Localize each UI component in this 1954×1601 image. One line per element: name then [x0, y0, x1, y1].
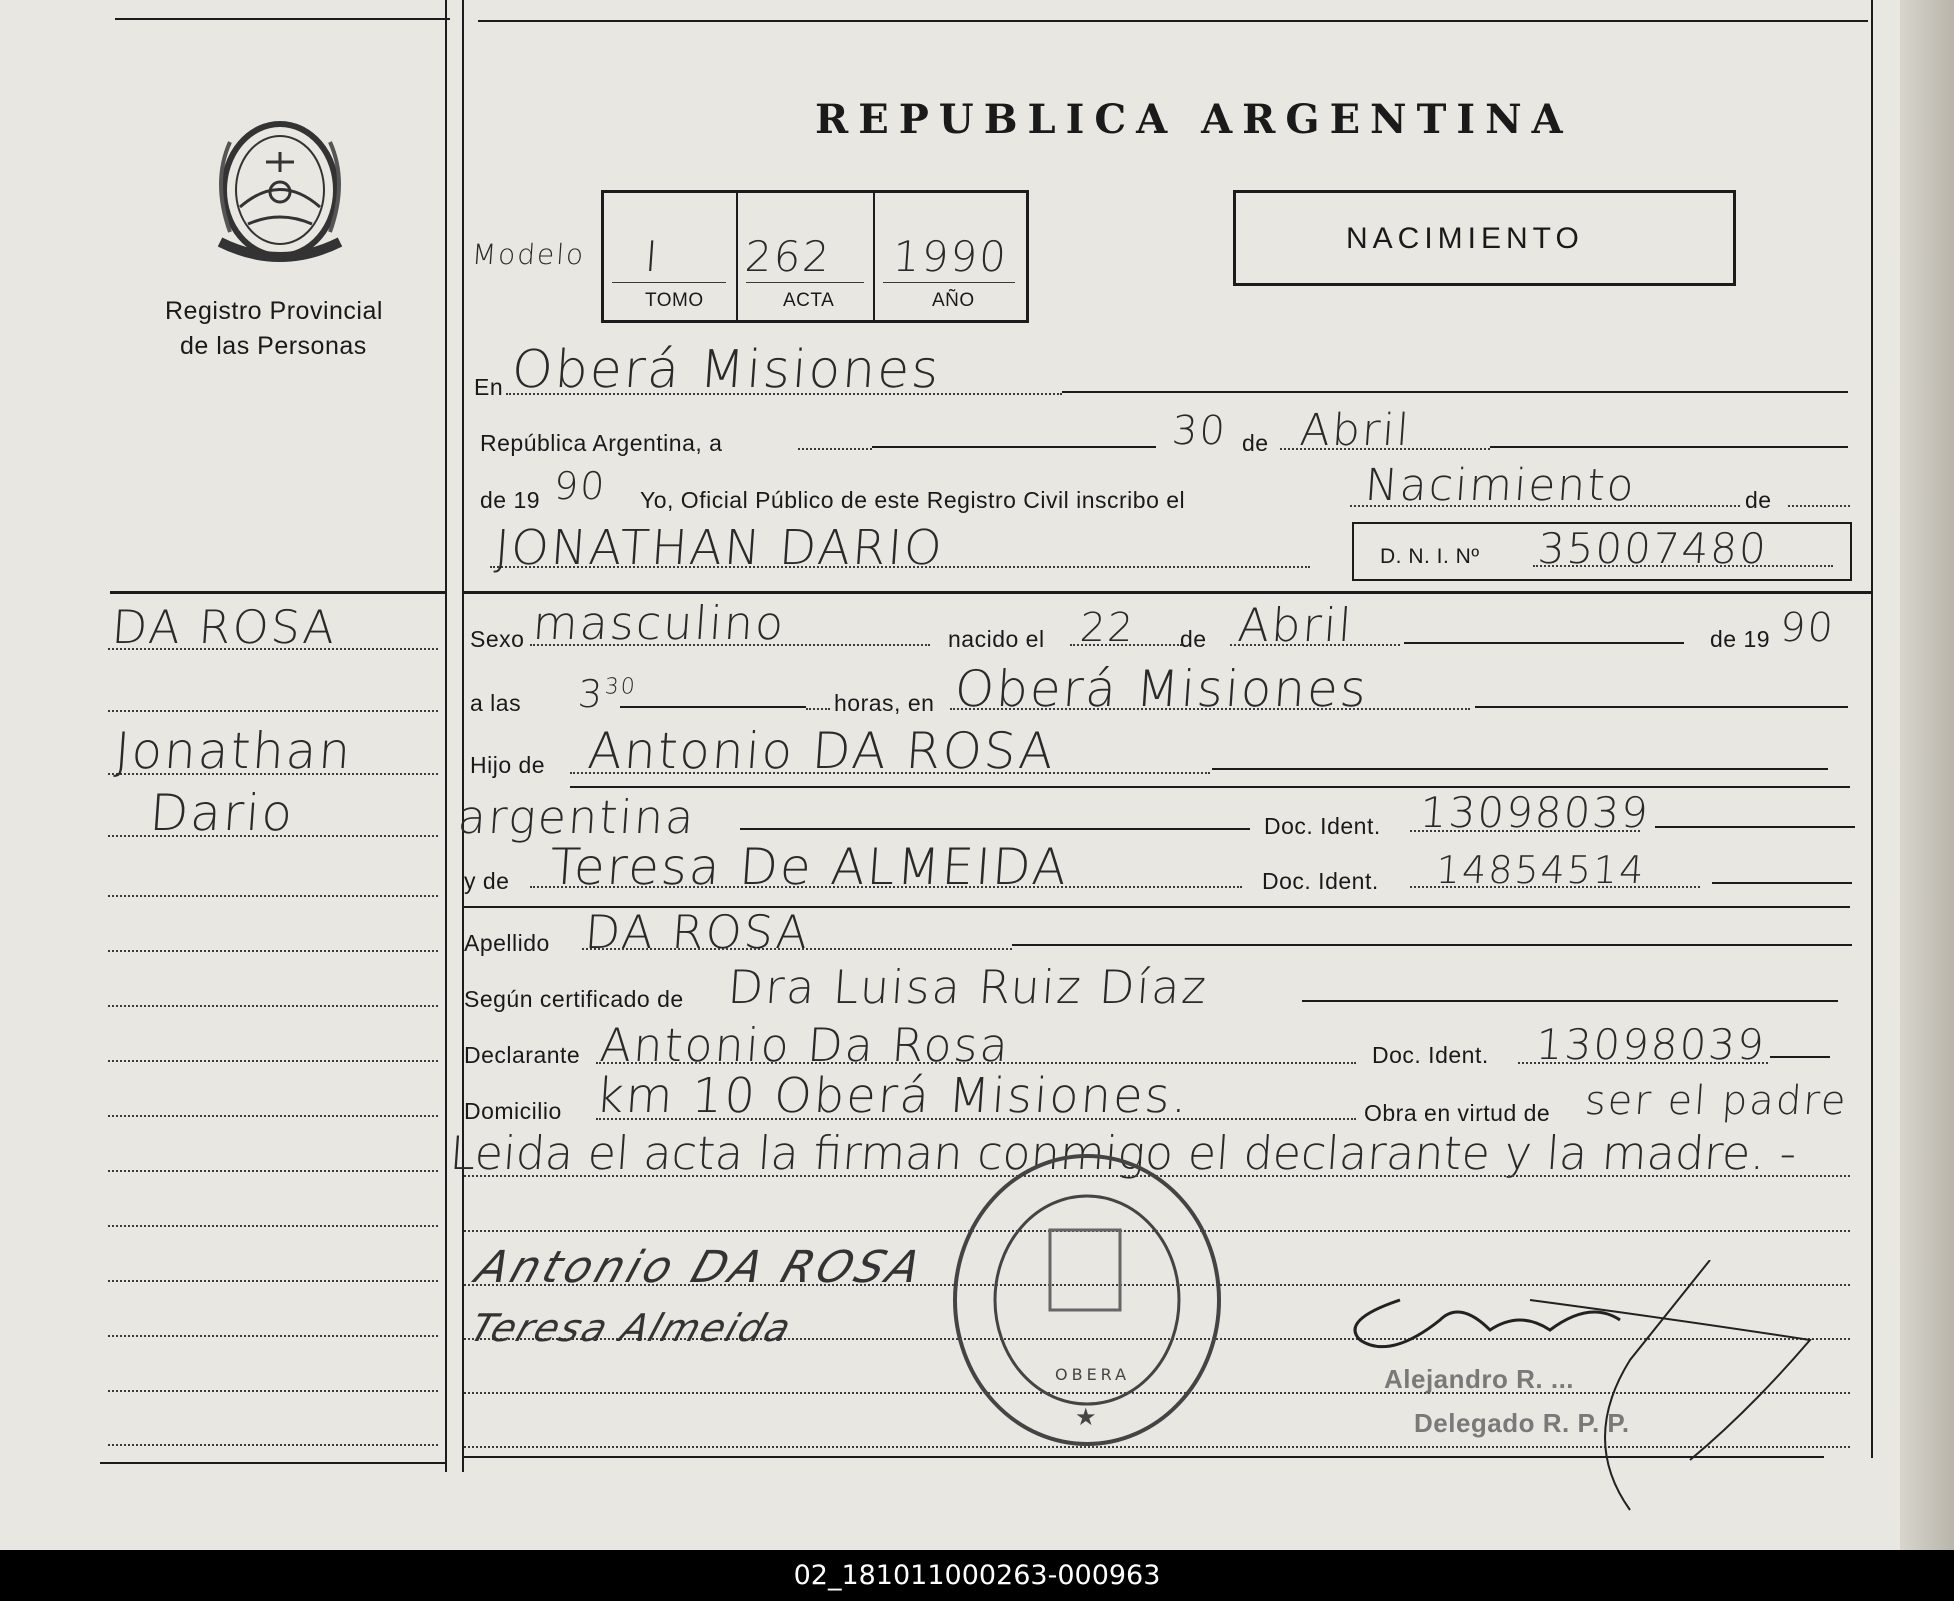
- registry-name-line2: de las Personas: [180, 332, 367, 360]
- obra-label: Obra en virtud de: [1364, 1100, 1551, 1126]
- column-divider-left: [445, 0, 447, 1472]
- margin-given-1: Jonathan: [112, 722, 355, 780]
- birth-month-rule: [1404, 642, 1684, 644]
- en-rule: [1062, 391, 1848, 393]
- official-name: Alejandro R. ...: [1384, 1364, 1575, 1394]
- birth-de-label: de: [1180, 626, 1207, 652]
- day-value: 30: [1170, 408, 1229, 454]
- margin-line-11: [108, 1225, 438, 1227]
- de-label: de: [1242, 430, 1269, 456]
- official-role: Delegado R. P. P.: [1414, 1408, 1630, 1438]
- alas-label: a las: [470, 690, 522, 716]
- stamp-icon: [950, 1150, 1225, 1450]
- father-doc-rule: [1655, 826, 1855, 828]
- margin-line-13: [108, 1335, 438, 1337]
- margin-line-6: [108, 950, 438, 952]
- acta-line: [746, 282, 864, 283]
- column-divider-right: [462, 0, 464, 1472]
- section-rule-right: [462, 591, 1872, 594]
- top-rule-left: [115, 18, 450, 20]
- birth-de19-label: de 19: [1710, 626, 1771, 652]
- margin-line-8: [108, 1060, 438, 1062]
- anio-value: 1990: [891, 232, 1010, 281]
- tomo-line: [612, 282, 726, 283]
- month-value: Abril: [1298, 405, 1413, 456]
- nacido-label: nacido el: [948, 626, 1045, 652]
- domicilio-dotted: [596, 1118, 1356, 1120]
- child-name: JONATHAN DARIO: [493, 520, 946, 576]
- tomo-label: TOMO: [645, 290, 704, 311]
- margin-line-10: [108, 1170, 438, 1172]
- hour-main: 3: [576, 672, 606, 716]
- inscribe-value: Nacimiento: [1363, 460, 1638, 511]
- hour-sup: 30: [603, 674, 638, 700]
- de2-dotted: [1788, 505, 1850, 507]
- month-rule: [1490, 446, 1848, 448]
- box-divider-2: [873, 193, 875, 320]
- obra-value: ser el padre: [1583, 1078, 1850, 1124]
- margin-line-14: [108, 1390, 438, 1392]
- margin-line-9: [108, 1115, 438, 1117]
- dni-value: 35007480: [1536, 524, 1770, 573]
- declarante-doc-label: Doc. Ident.: [1372, 1042, 1489, 1068]
- en-label: En: [474, 374, 504, 400]
- certificate-doctor: Dra Luisa Ruiz Díaz: [726, 960, 1210, 1014]
- top-rule-right: [478, 20, 1868, 22]
- seal-icon: [200, 112, 360, 272]
- hijo-label: Hijo de: [470, 752, 546, 778]
- tomo-value: I: [643, 232, 662, 281]
- nationality-rule: [740, 828, 1250, 830]
- father-signature: Antonio DA ROSA: [469, 1242, 931, 1293]
- margin-given-2: Dario: [147, 784, 297, 842]
- oficial-text: Yo, Oficial Público de este Registro Civil inscribo el: [640, 487, 1186, 513]
- father-doc: 13098039: [1418, 788, 1652, 837]
- sexo-label: Sexo: [470, 626, 525, 652]
- model-note: Modelo: [470, 238, 587, 271]
- segun-label: Según certificado de: [464, 986, 684, 1012]
- sexo-value: masculino: [531, 596, 788, 650]
- de19-label: de 19: [480, 487, 541, 513]
- anio-line: [883, 282, 1015, 283]
- mother-doc-label: Doc. Ident.: [1262, 868, 1379, 894]
- declarante-doc: 13098039: [1534, 1020, 1768, 1069]
- mother-doc: 14854514: [1434, 848, 1647, 892]
- hour-dotted: [806, 708, 830, 710]
- hour-value: [576, 672, 637, 716]
- registry-stamp: [950, 1150, 1225, 1450]
- year-value: 90: [552, 464, 608, 508]
- svg-text:★: ★: [1075, 1403, 1097, 1431]
- father-rule-2: [570, 786, 1850, 788]
- country-title: REPUBLICA ARGENTINA: [815, 96, 1573, 143]
- declarante-label: Declarante: [464, 1042, 581, 1068]
- closing-text: Leida el acta la firman conmigo el declarante y la madre. -: [448, 1126, 1799, 1180]
- republica-dotted: [798, 448, 872, 450]
- declarante-doc-rule: [1770, 1056, 1830, 1058]
- misiones-seal: [200, 112, 360, 272]
- domicilio-value: km 10 Oberá Misiones.: [594, 1068, 1191, 1124]
- bottom-rule-left: [100, 1462, 445, 1464]
- form-right-border: [1871, 0, 1873, 1458]
- mother-signature: Teresa Almeida: [464, 1306, 799, 1350]
- margin-line-7: [108, 1005, 438, 1007]
- birth-year: 90: [1778, 605, 1837, 651]
- official-signature: [1330, 1260, 1850, 1540]
- de-label-2: de: [1745, 487, 1772, 513]
- acta-value: 262: [743, 232, 833, 281]
- apellido-rule: [1012, 944, 1852, 946]
- signature-scribble-icon: [1330, 1260, 1850, 1540]
- box-divider-1: [736, 193, 738, 320]
- en-value: Oberá Misiones: [509, 340, 943, 400]
- margin-line-2: [108, 710, 438, 712]
- apellido-value: DA ROSA: [583, 905, 812, 959]
- page-edge: [1900, 0, 1954, 1550]
- stamp-city: OBERA: [1055, 1365, 1131, 1384]
- dni-label: D. N. I. Nº: [1380, 545, 1480, 568]
- section-rule-left: [110, 591, 445, 594]
- certificate-type: NACIMIENTO: [1346, 222, 1584, 255]
- birth-month: Abril: [1236, 598, 1356, 652]
- domicilio-label: Domicilio: [464, 1098, 562, 1124]
- file-id-caption: 02_181011000263-000963: [793, 1560, 1161, 1591]
- father-name: Antonio DA ROSA: [585, 722, 1057, 780]
- republica-rule: [872, 446, 1156, 448]
- father-doc-label: Doc. Ident.: [1264, 813, 1381, 839]
- acta-label: ACTA: [783, 290, 835, 311]
- margin-line-5: [108, 895, 438, 897]
- birth-place: Oberá Misiones: [952, 660, 1371, 718]
- declarante-value: Antonio Da Rosa: [598, 1018, 1012, 1072]
- registry-name-line1: Registro Provincial: [165, 297, 383, 325]
- margin-surname: DA ROSA: [110, 600, 339, 654]
- mother-doc-rule: [1712, 882, 1852, 884]
- yde-label: y de: [464, 868, 510, 894]
- hour-rule: [620, 706, 806, 708]
- margin-line-15: [108, 1444, 438, 1446]
- anio-label: AÑO: [932, 290, 975, 311]
- father-rule: [1212, 768, 1828, 770]
- segun-rule: [1302, 1000, 1838, 1002]
- birth-day: 22: [1078, 605, 1137, 651]
- republica-label: República Argentina, a: [480, 430, 723, 456]
- horas-label: horas, en: [834, 690, 935, 716]
- mother-name: Teresa De ALMEIDA: [547, 838, 1071, 896]
- apellido-label: Apellido: [464, 930, 550, 956]
- father-nationality: argentina: [456, 790, 698, 844]
- birth-place-rule: [1475, 706, 1848, 708]
- margin-line-12: [108, 1280, 438, 1282]
